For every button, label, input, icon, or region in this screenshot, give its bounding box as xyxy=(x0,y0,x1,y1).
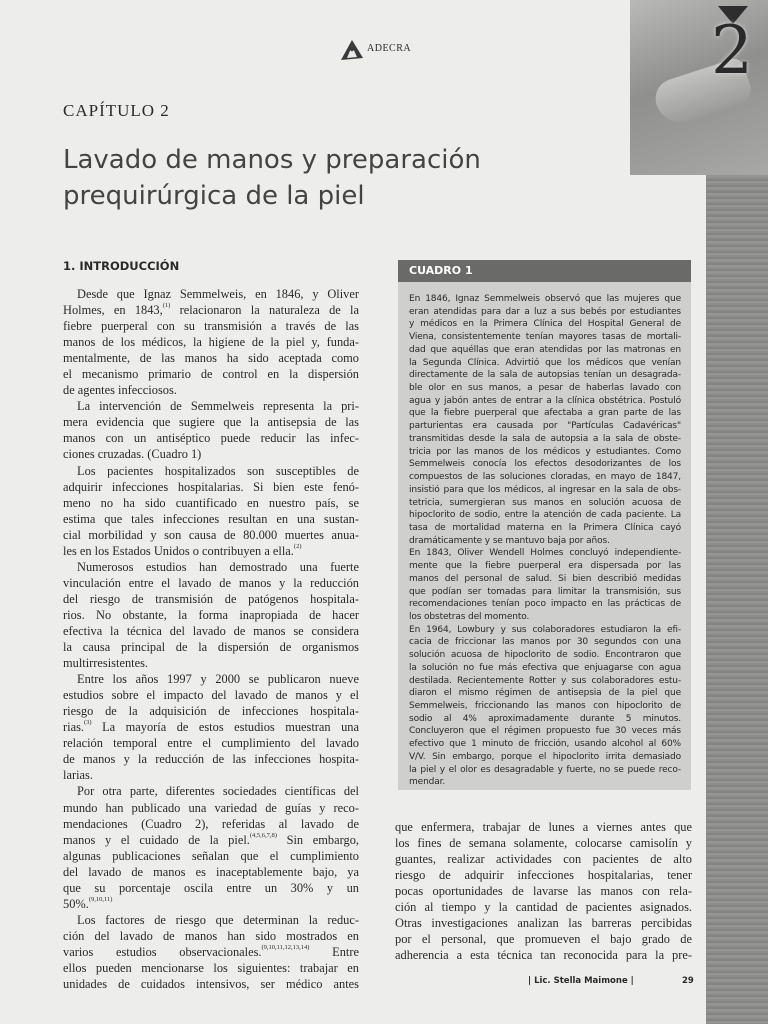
text-line: cial morbilidad y son causa de 80.000 muertes anua- xyxy=(63,527,359,542)
text-line: ción al tiempo y la cantidad de pacientes asignados. xyxy=(395,900,692,915)
text-line: del lavado de manos es inaceptablemente bajo, ya xyxy=(63,864,359,879)
title-line: prequirúrgica de la piel xyxy=(63,181,365,211)
text-line: riesgo de adquirir infecciones hospitalarias, tener xyxy=(395,868,692,883)
text-line: relación temporal entre el cumplimiento del lavado xyxy=(63,736,359,751)
box-text-line: cacia de friccionar las manos por 30 segundos con una xyxy=(409,637,681,648)
text-line: Los pacientes hospitalizados son susceptibles de xyxy=(77,463,359,478)
box-text-line: tricia por las manos de los médicos y estudiantes. Como xyxy=(409,446,681,457)
footer-author: | Lic. Stella Maimone | xyxy=(528,976,634,986)
left-column-text xyxy=(63,286,359,992)
text-line: unidades de cuidados intensivos, ser médico antes xyxy=(63,977,359,992)
box-text-line: la solución no fue más efectiva que enjuagarse con agua xyxy=(409,662,681,673)
box-text-line: efectivo que 1 minuto de fricción, usando alcohol al 60% xyxy=(409,739,681,750)
text-line: estudios sobre el impacto del lavado de manos y el xyxy=(63,688,359,703)
text-line: pocas oportunidades de lavarse las manos con rela- xyxy=(395,884,692,899)
page-title xyxy=(63,142,683,214)
text-line: la causa principal de la dispersión de organismos xyxy=(63,640,359,655)
text-line: vinculación entre el lavado de manos y la reducción xyxy=(63,575,359,590)
box-text-line: la piel y el olor es desagradable y fuerte, no se puede reco- xyxy=(409,764,681,775)
text-line: Entre los años 1997 y 2000 se publicaron nueve xyxy=(77,672,359,687)
text-line: algunas publicaciones señalan que el cumplimiento xyxy=(63,848,359,863)
text-line: rios. No obstante, la forma inapropiada de hacer xyxy=(63,607,359,622)
text-line: mera evidencia que sugiere que la antisepsia de las xyxy=(63,415,359,430)
text-line: que su porcentaje oscila entre un 30% y un xyxy=(63,880,359,895)
box-text-line: En 1846, Ignaz Semmelweis observó que las mujeres que xyxy=(409,294,681,304)
text-line: los fines de semana solamente, colocarse camisolín y xyxy=(395,836,692,851)
page-number: 29 xyxy=(682,976,694,986)
box-text-line: tetricia, sumergieran sus manos en solución acuosa de xyxy=(409,497,681,508)
box-text-line: parturientas era causada por "Partículas Cadavéricas" xyxy=(409,421,681,432)
text-line: estima que tales infecciones resultan en una sustan- xyxy=(63,511,359,526)
citation-reference: (1) xyxy=(162,302,171,310)
text-line: les en los Estados Unidos o contribuyen a ella.$^{(2)}$ xyxy=(63,542,302,558)
box-text-line: diaron el mismo régimen de antisepsia de la piel que xyxy=(409,688,681,699)
text-line: Desde que Ignaz Semmelweis, en 1846, y Oliver xyxy=(77,287,359,301)
title-line: Lavado de manos y preparación xyxy=(63,145,481,175)
box-text-line: eran atendidas para dar a luz a sus bebés por estudiantes xyxy=(409,306,681,317)
box-text-line: agua y jabón antes de entrar a la clínica obstétrica. Postuló xyxy=(409,395,681,406)
box-text-line: En 1964, Lowbury y sus colaboradores estudiaron la efi- xyxy=(409,624,681,635)
text-line: manos y el cuidado de la piel.$^{(4,5,6,7,8)}$ Sin embargo, xyxy=(63,831,359,847)
text-line: ciones cruzadas. (Cuadro 1) xyxy=(63,447,202,462)
text-line: rias.$^{(3)}$ La mayoría de estos estudios muestran una xyxy=(63,719,359,735)
box-text-line: Semmelweis conocía los efectos desodorizantes de los xyxy=(409,459,681,470)
text-line: riesgo de la adquisición de infecciones hospitala- xyxy=(63,704,359,719)
text-line: mundo han publicado una variedad de guías y reco- xyxy=(63,800,359,815)
text-line: varios estudios observacionales.$^{(9,10,11,12,13,14)}$ Entre xyxy=(63,943,359,959)
text-line: ción del lavado de manos han sido mostrados en xyxy=(63,928,359,943)
box-text-line: Semmelweis, friccionando las manos con hipoclorito de xyxy=(409,701,681,711)
text-line: 50%.$^{(9,10,11)}$ xyxy=(63,895,113,911)
text-line: Por otra parte, diferentes sociedades científicas del xyxy=(77,784,359,799)
chapter-label: CAPÍTULO 2 xyxy=(63,101,170,120)
box-text-line: directamente de la sala de autopsias tenían un desagrada- xyxy=(409,370,681,381)
box-text-line: destilada. Recientemente Rotter y sus colaboradores estu- xyxy=(409,675,681,686)
box-text-line: tasa de mortalidad materna en la Primera Clínica cayó xyxy=(409,522,681,533)
text-line: el mecanismo primario de control en la dispersión xyxy=(63,367,359,382)
box-text-line: Viena, consistentemente tenían mayores tasas de mortali- xyxy=(409,332,681,343)
box-text-line: Concluyeron que el régimen propuesto fue 30 veces más xyxy=(409,726,681,737)
text-line: de manos y la reducción de las infecciones hospita- xyxy=(63,752,359,767)
text-line: Numerosos estudios han demostrado una fuerte xyxy=(77,559,359,574)
text-line: meno no ha sido cuantificado en nuestro país, se xyxy=(63,495,359,510)
right-column-text xyxy=(395,819,692,963)
text-line: Los factores de riesgo que determinan la reduc- xyxy=(77,912,359,927)
text-line: del riesgo de transmisión de patógenos hospitala- xyxy=(63,591,359,606)
box-text-line: los obstetras del momento. xyxy=(409,611,530,622)
box-heading: CUADRO 1 xyxy=(398,260,691,282)
box-text-line: ble olor en sus manos, a pesar de haberlas lavado con xyxy=(409,383,681,394)
text-line: multirresistentes. xyxy=(63,656,148,671)
box-text-line: que podían ser tomadas para limitar la transmisión, sus xyxy=(409,586,681,597)
text-line: La intervención de Semmelweis representa la pri- xyxy=(77,399,359,414)
text-line: Otras investigaciones analizan las barreras percibidas xyxy=(395,916,692,931)
chapter-number: 2 xyxy=(711,12,753,89)
cuadro-1-box xyxy=(398,282,691,790)
citation-reference: (9,10,11,12,13,14) xyxy=(261,943,310,951)
box-text-line: mente que la fiebre puerperal era dispersada por las xyxy=(409,561,681,572)
section-heading: 1. INTRODUCCIÓN xyxy=(63,259,180,273)
text-line: manos de los médicos, la higiene de la piel y, funda- xyxy=(63,335,359,350)
citation-reference: (4,5,6,7,8) xyxy=(249,831,277,839)
citation-reference: (3) xyxy=(84,719,92,727)
citation-reference: (2) xyxy=(293,542,302,550)
box-text-line: manos del personal de salud. Si bien describió medidas xyxy=(409,573,681,584)
box-text-line: mendar. xyxy=(409,777,446,788)
adecra-logo-icon xyxy=(338,36,366,64)
box-text-line: solución acuosa de hipoclorito de sodio. Encontraron que xyxy=(409,650,681,661)
box-text-line: En 1843, Oliver Wendell Holmes concluyó independiente- xyxy=(409,548,681,559)
box-text-line: y médicos en la Primera Clínica del Hospital General de xyxy=(409,319,681,330)
text-line: ellos pueden mencionarse los siguientes: trabajar en xyxy=(63,960,359,975)
box-text-line: transmitidas desde la sala de autopsia a la sala de obste- xyxy=(409,433,681,444)
text-line: adherencia a esta técnica tan reconocida para la pre- xyxy=(395,948,692,963)
box-text-line: dramáticamente y se mantuvo baja por años. xyxy=(409,535,610,546)
box-text-line: la Segunda Clínica. Advirtió que los médicos que venían xyxy=(409,357,681,368)
text-line: larias. xyxy=(63,768,93,783)
adecra-logo xyxy=(338,36,411,64)
text-line: fiebre puerperal con su transmisión a través de las xyxy=(63,319,359,334)
text-line: guantes, realizar actividades con pacientes de alto xyxy=(395,852,692,867)
box-text-line: insistió para que los médicos, al ingresar en la sala de obs- xyxy=(409,484,681,495)
box-text-line: recomendaciones tenían poco impacto en las prácticas de xyxy=(409,599,681,610)
text-line: por el personal, que promueven el bajo grado de xyxy=(395,932,692,947)
box-text-line: dad que aquéllas que eran atendidas por las matronas en xyxy=(409,344,681,355)
text-line: de agentes infecciosos. xyxy=(63,383,177,398)
text-line: manos con un antiséptico puede reducir las infec- xyxy=(63,431,359,446)
citation-reference: (9,10,11) xyxy=(88,895,113,903)
text-line: efectiva la técnica del lavado de manos se considera xyxy=(63,623,359,638)
logo-text: ADECRA xyxy=(367,42,412,54)
text-line: adquirir infecciones hospitalarias. Si bien este fenó- xyxy=(63,479,359,494)
box-text-line: V/V. Sin embargo, porque el hipoclorito irrita demasiado xyxy=(409,751,681,762)
text-line: mentalmente, de las manos ha sido aceptada como xyxy=(63,351,359,366)
text-line: mendaciones (Cuadro 2), referidas al lavado de xyxy=(63,816,359,831)
box-text-line: compuestos de las soluciones cloradas, en mayo de 1847, xyxy=(409,472,681,483)
box-text-line: hipoclorito de sodio, entre la atención de cada paciente. La xyxy=(409,510,681,521)
box-text-line: que la fiebre puerperal que afectaba a gran parte de las xyxy=(409,408,681,419)
text-line: Holmes, en 1843,$^{(1)}$ relacionaron la naturaleza de la xyxy=(63,302,359,318)
text-line: que enfermera, trabajar de lunes a viernes antes que xyxy=(395,820,692,834)
box-text-line: sodio al 4% aproximadamente durante 5 minutos. xyxy=(409,713,681,724)
